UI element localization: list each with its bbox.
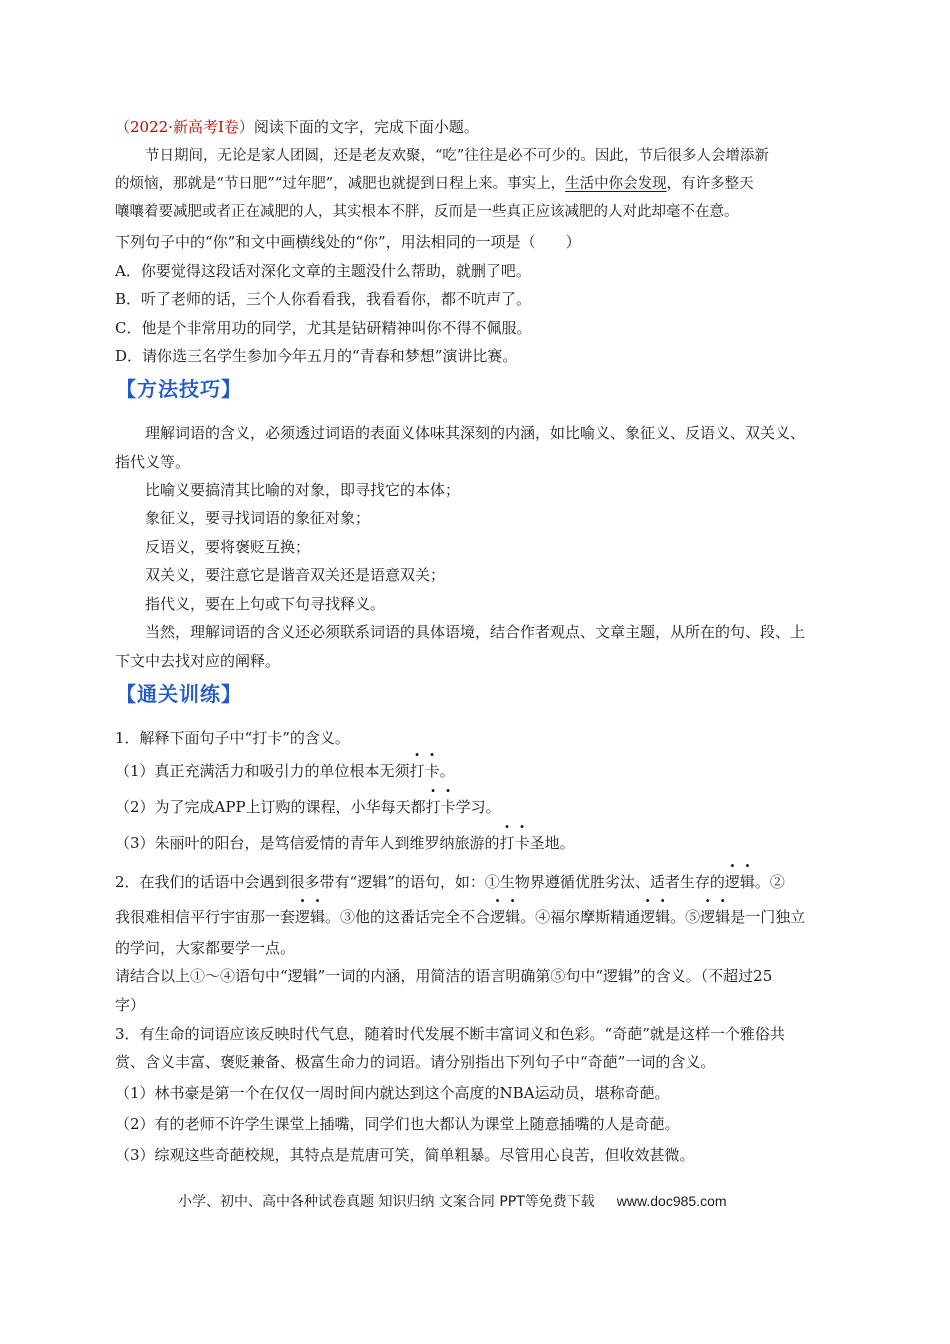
method-p1-line1: 理解词语的含义，必须透过词语的表面义体味其深刻的内涵，如比喻义、象征义、反语义、双关义、 bbox=[145, 424, 806, 442]
emphasis-char: 辑 bbox=[739, 873, 755, 891]
q3-sentence-1: （1）林书豪是第一个在仅仅一周时间内就达到这个高度的NBA运动员，堪称奇葩。 bbox=[115, 1084, 670, 1102]
q1-sentence-3: （3）朱丽叶的阳台，是笃信爱情的青年人到维罗纳旅游的打卡圣地。 bbox=[115, 834, 575, 852]
underlined-phrase: 生活中你会发现 bbox=[565, 176, 667, 192]
emphasis-char: 辑 bbox=[715, 908, 731, 926]
method-p6: 指代义，要在上句或下句寻找释义。 bbox=[145, 595, 386, 613]
q2-line-1: 2．在我们的话语中会遇到很多带有“逻辑”的语句，如：①生物界遵循优胜劣汰、适者生存的逻辑。② bbox=[115, 873, 785, 891]
intro-line bbox=[115, 117, 479, 137]
emphasis-char: 逻 bbox=[295, 908, 311, 926]
option-c: C．他是个非常用功的同学，尤其是钻研精神叫你不得不佩服。 bbox=[115, 319, 532, 337]
q3-sentence-3: （3）综观这些奇葩校规，其特点是荒唐可笑，简单粗暴。尽管用心良苦，但收效甚微。 bbox=[115, 1146, 695, 1164]
passage-line-1: 节日期间，无论是家人团圆，还是老友欢聚，“吃”往往是必不可少的。因此，节后很多人会增添新 bbox=[145, 148, 769, 164]
method-p7-line1: 当然，理解词语的含义还必须联系词语的具体语境，结合作者观点、文章主题，从所在的句、段、上 bbox=[145, 623, 806, 641]
method-p4: 反语义，要将褒贬互换； bbox=[145, 538, 311, 556]
option-b: B．听了老师的话，三个人你看看我，我看看你，都不吭声了。 bbox=[115, 290, 532, 308]
emphasis-char: 辑 bbox=[505, 908, 521, 926]
q3-sentence-2: （2）有的老师不许学生课堂上插嘴，同学们也大都认为课堂上随意插嘴的人是奇葩。 bbox=[115, 1115, 680, 1133]
q2-line-2: 我很难相信平行宇宙那一套逻辑。③他的这番话完全不合逻辑。④福尔摩斯精通逻辑。⑤逻辑是一门独立 bbox=[115, 908, 806, 926]
question-stem: 下列句子中的“你”和文中画横线处的“你”，用法相同的一项是（ ） bbox=[115, 233, 581, 251]
emphasis-char: 逻 bbox=[640, 908, 656, 926]
emphasis-char: 逻 bbox=[724, 873, 740, 891]
intro-instruction: 阅读下面的文字，完成下面小题。 bbox=[253, 118, 479, 136]
method-p7-line2: 下文中去找对应的阐释。 bbox=[115, 652, 281, 670]
method-p1-line2: 指代义等。 bbox=[115, 453, 191, 471]
emphasis-char: 打 bbox=[425, 798, 441, 816]
emphasis-char: 逻 bbox=[700, 908, 716, 926]
emphasis-char: 卡 bbox=[440, 798, 456, 816]
q2-line-4: 请结合以上①～④语句中“逻辑”一词的内涵，用简洁的语言明确第⑤句中“逻辑”的含义。（不超过25 bbox=[115, 967, 773, 985]
emphasis-char: 卡 bbox=[424, 762, 440, 780]
emphasis-char: 卡 bbox=[514, 834, 530, 852]
q1-stem: 1．解释下面句子中“打卡”的含义。 bbox=[115, 729, 350, 747]
option-d: D．请你选三名学生参加今年五月的“青春和梦想”演讲比赛。 bbox=[115, 347, 518, 365]
passage-line-3: 嚷嚷着要减肥或者正在减肥的人，其实根本不胖，反而是一些真正应该减肥的人对此却毫不在意。 bbox=[115, 204, 739, 220]
method-p2: 比喻义要搞清其比喻的对象，即寻找它的本体； bbox=[145, 481, 461, 499]
emphasis-char: 打 bbox=[409, 762, 425, 780]
q2-line-5: 字） bbox=[115, 996, 146, 1014]
question-source: （2022·新高考Ⅰ卷） bbox=[115, 118, 254, 136]
emphasis-char: 逻 bbox=[490, 908, 506, 926]
method-heading: 【方法技巧】 bbox=[116, 377, 242, 401]
emphasis-char: 辑 bbox=[655, 908, 671, 926]
passage-line-2: 的烦恼，那就是“节日肥”“过年肥”，减肥也就提到日程上来。事实上，生活中你会发现，有许多整天 bbox=[115, 176, 754, 192]
q3-line-2: 赏、含义丰富、褒贬兼备、极富生命力的词语。请分别指出下列句子中“奇葩”一词的含义。 bbox=[115, 1053, 716, 1071]
q1-sentence-1: （1）真正充满活力和吸引力的单位根本无须打卡。 bbox=[115, 762, 455, 780]
training-heading: 【通关训练】 bbox=[116, 682, 242, 706]
q2-line-3: 的学问，大家都要学一点。 bbox=[115, 939, 296, 957]
q3-line-1: 3．有生命的词语应该反映时代气息，随着时代发展不断丰富词义和色彩。“奇葩”就是这样一个雅俗共 bbox=[115, 1025, 785, 1043]
page-footer bbox=[178, 1191, 727, 1212]
emphasis-char: 打 bbox=[499, 834, 515, 852]
emphasis-char: 辑 bbox=[310, 908, 326, 926]
option-a: A．你要觉得这段话对深化文章的主题没什么帮助，就删了吧。 bbox=[115, 262, 531, 280]
method-p5: 双关义，要注意它是谐音双关还是语意双关； bbox=[145, 566, 446, 584]
method-p3: 象征义，要寻找词语的象征对象； bbox=[145, 509, 371, 527]
footer-url[interactable]: www.doc985.com bbox=[616, 1193, 727, 1209]
footer-text: 小学、初中、高中各种试卷真题 知识归纳 文案合同 PPT等免费下载 bbox=[178, 1194, 595, 1210]
q1-sentence-2: （2）为了完成APP上订购的课程，小华每天都打卡学习。 bbox=[115, 798, 501, 816]
